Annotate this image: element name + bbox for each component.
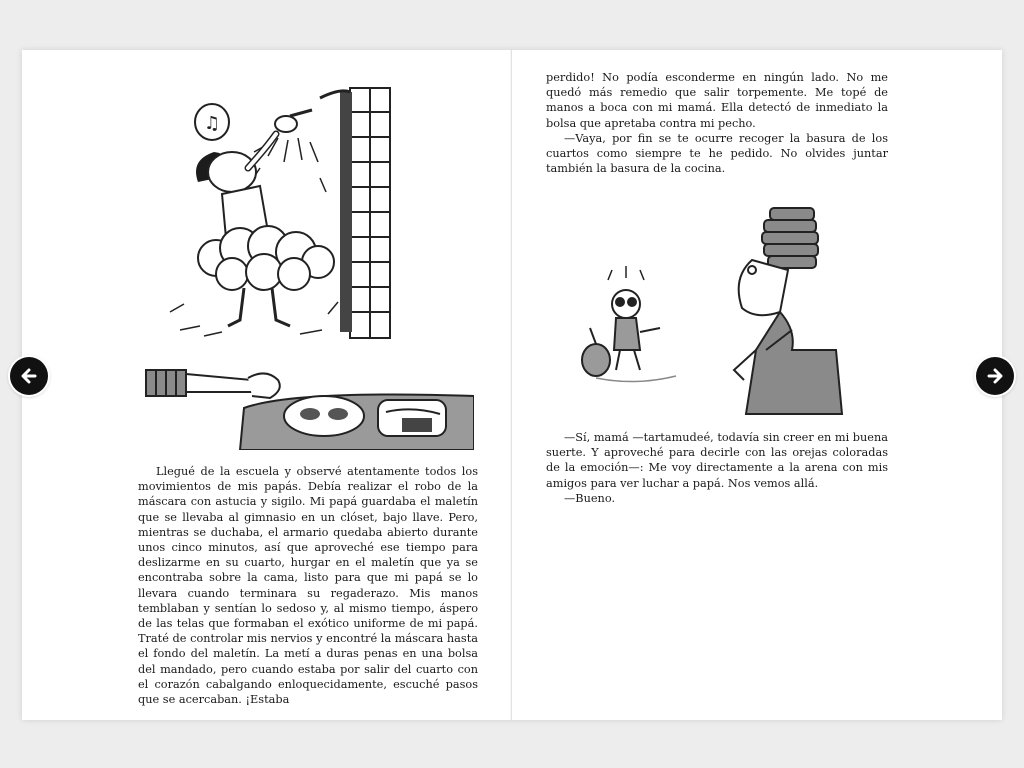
paragraph: —Vaya, por fin se te ocurre recoger la basura de los cuartos como siempre te he pedido. No olvides juntar también la basura de la cocina. — [546, 131, 888, 176]
right-page-text-bottom — [546, 430, 888, 506]
right-page — [512, 50, 1002, 720]
shower-scene-illustration — [140, 82, 400, 344]
paragraph: perdido! No podía esconderme en ningún lado. No me quedó más remedio que salir torpemente. Me topé de manos a boca con mi mamá. Ella detectó de inmediato la bolsa que apretaba contra mi pecho. — [546, 71, 888, 130]
prev-page-button[interactable] — [10, 357, 48, 395]
boy-caught-by-mom-illustration — [556, 200, 866, 418]
left-page — [22, 50, 512, 720]
arrow-right-icon — [985, 366, 1005, 386]
svg-text:♫: ♫ — [204, 113, 221, 134]
arrow-left-icon — [19, 366, 39, 386]
mask-in-briefcase-illustration — [144, 362, 474, 450]
paragraph: Llegué de la escuela y observé atentamente todos los movimientos de mis papás. Debía realizar el robo de la máscara con astucia y sigilo. Mi papá guardaba el maletín que se llevaba al gimnasio en un clóset, bajo llave. Pero, mientras se duchaba, el armario quedaba abierto durante unos cinco minutos, así que aproveché ese tiempo para deslizarme en su cuarto, hurgar en el maletín que ya se encontraba sobre la cama, listo para que mi papá se lo llevara cuando terminara su regaderazo. Mis manos temblaban y sentían lo sedoso y, al mismo tiempo, áspero de las telas que formaban el exótico uniforme de mi papá. Traté de controlar mis nervios y encontré la máscara hasta el fondo del maletín. La metí a duras penas en una bolsa del mandado, pero cuando estaba por salir del cuarto con el corazón cabalgando enloquecidamente, escuché pasos que se acercaban. ¡Estaba — [138, 465, 478, 707]
paragraph: —Bueno. — [564, 491, 616, 505]
paragraph: —Sí, mamá —tartamudeé, todavía sin creer en mi buena suerte. Y aproveché para decirle con las orejas coloradas de la emoción—: Me voy directamente a la arena con mis amigos para ver luchar a papá. Nos vemos allá. — [546, 431, 889, 490]
right-page-text-top — [546, 70, 888, 176]
left-page-text — [138, 464, 478, 707]
next-page-button[interactable] — [976, 357, 1014, 395]
book-spread — [22, 50, 1002, 720]
